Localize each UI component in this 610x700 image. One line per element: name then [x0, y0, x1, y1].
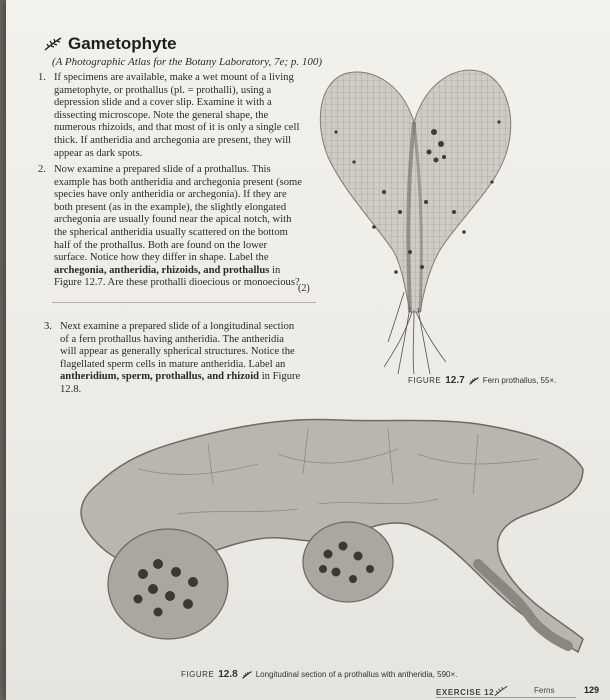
item-bold-terms: antheridium, sperm, prothallus, and rhizoid — [60, 371, 260, 383]
figure-12-7-caption — [408, 375, 556, 386]
divider — [52, 302, 316, 303]
exercise-label: EXERCISE 12 — [436, 688, 495, 697]
figure-label: FIGURE — [181, 670, 215, 679]
section-subtitle: (A Photographic Atlas for the Botany Laboratory, 7e; p. 100) — [52, 56, 322, 68]
section-heading — [44, 34, 177, 54]
fern-leaf-icon — [469, 377, 479, 385]
figure-label: FIGURE — [408, 376, 442, 385]
item-text: Now examine a prepared slide of a prothallus. This example has both antheridia and archegonia present (some species have only antheridia or archegonia). If they are both present (as in the example), the slightly elongated archegonia are usually found near the apical notch, with the spherical antheridia usually scattered on the bottom half of the prothallus. Both are found on the lower surface. Notice how they differ in shape. Label the — [54, 164, 302, 264]
item-number: 2. — [38, 164, 46, 175]
figure-caption-text: Fern prothallus, 55×. — [482, 376, 557, 385]
fern-leaf-icon — [494, 684, 508, 698]
section-name: Ferns — [534, 686, 555, 695]
figure-number: 12.8 — [218, 669, 238, 680]
textbook-page — [6, 0, 610, 700]
item-text-end: in Figure 12.8. — [60, 371, 301, 395]
item-number: 1. — [38, 72, 46, 83]
page-footer — [436, 684, 610, 700]
points-value: (2) — [298, 283, 310, 294]
item-text: If specimens are available, make a wet mount of a living gametophyte, or prothallus (pl. = prothalli), using a depression slide and a cover slip. Examine it with a dissecting microscope. Note the general shape, the numerous rhizoids, and that most of it is only a single cell thick. If antheridia and archegonia are present, they will appear as dark spots. — [54, 72, 300, 159]
item-bold-terms: archegonia, antheridia, rhizoids, and prothallus — [54, 264, 270, 276]
fern-leaf-icon — [44, 37, 62, 51]
item-text-end: in Figure 12.7. Are these prothalli dioecious or monoecious? — [54, 264, 300, 289]
page-number: 129 — [584, 685, 600, 695]
prothallus-section-micrograph — [58, 414, 588, 654]
instruction-item-2 — [38, 164, 302, 290]
figure-caption-text: Longitudinal section of a prothallus with antheridia, 590×. — [255, 670, 458, 679]
instruction-item-3 — [44, 321, 302, 397]
figure-number: 12.7 — [445, 375, 465, 386]
figure-12-8-caption — [181, 669, 457, 680]
fern-leaf-icon — [242, 671, 252, 679]
item-number: 3. — [44, 321, 52, 332]
item-text: Next examine a prepared slide of a longitudinal section of a fern prothallus having antheridia. The antheridia will appear as generally spherical structures. Notice the flagellated sperm cells in mature antheridia. Label an — [60, 321, 295, 370]
section-title: Gametophyte — [68, 34, 177, 53]
fern-prothallus-micrograph — [314, 62, 514, 374]
footer-rule — [436, 697, 576, 698]
instruction-item-1 — [38, 72, 304, 160]
